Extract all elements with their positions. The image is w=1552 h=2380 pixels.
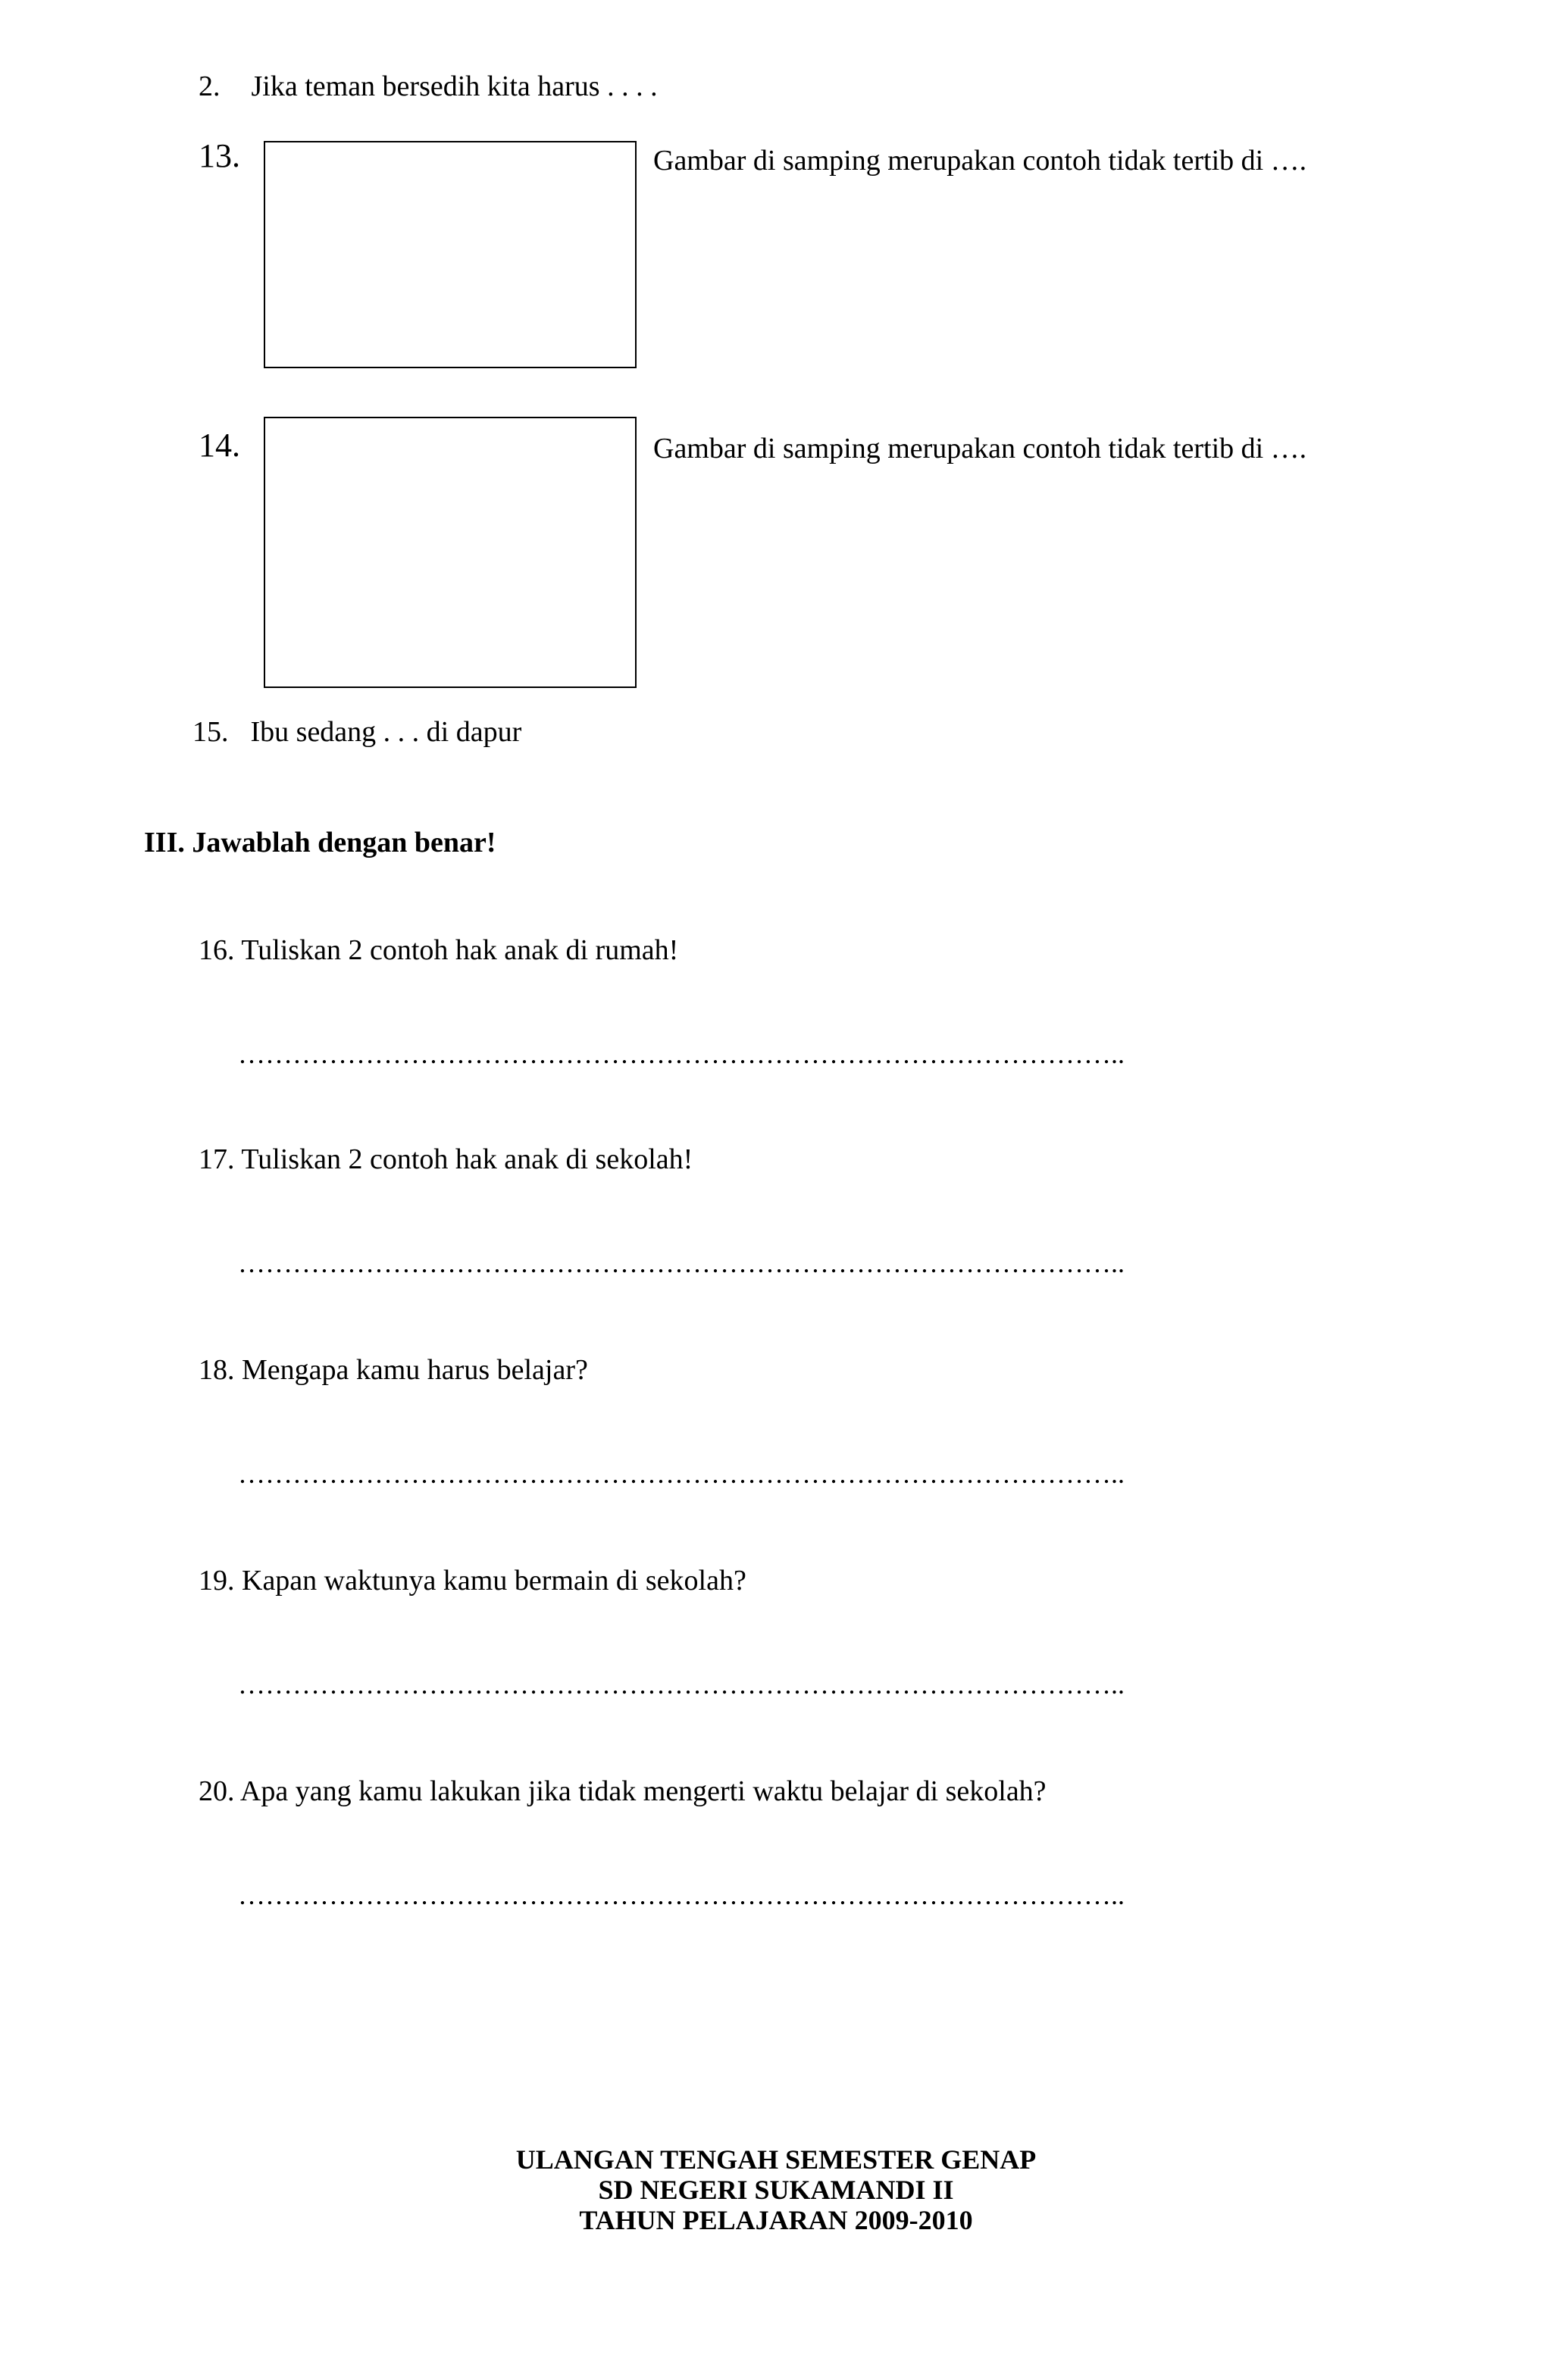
question-20: 20. Apa yang kamu lakukan jika tidak mengerti waktu belajar di sekolah?	[199, 1775, 1047, 1807]
question-14-caption: Gambar di samping merupakan contoh tidak tertib di ….	[653, 433, 1307, 464]
picture-frame-13	[264, 141, 637, 368]
question-15-number: 15.	[192, 716, 229, 748]
footer-school-year: TAHUN PELAJARAN 2009-2010	[579, 2205, 973, 2235]
question-2-text: Jika teman bersedih kita harus . . . .	[251, 70, 658, 102]
question-15-text: Ibu sedang . . . di dapur	[250, 716, 522, 748]
answer-line-16[interactable]: ……………………………………………………………………………………..	[238, 1039, 1125, 1069]
question-13-caption: Gambar di samping merupakan contoh tidak tertib di ….	[653, 145, 1307, 177]
question-14-number: 14.	[199, 427, 240, 464]
question-2-number: 2.	[199, 70, 221, 102]
question-18: 18. Mengapa kamu harus belajar?	[199, 1354, 588, 1386]
answer-line-19[interactable]: ……………………………………………………………………………………..	[238, 1669, 1125, 1700]
question-15	[192, 715, 521, 749]
answer-line-17[interactable]: ……………………………………………………………………………………..	[238, 1248, 1125, 1278]
question-2	[199, 70, 658, 103]
answer-line-20[interactable]: ……………………………………………………………………………………..	[238, 1880, 1125, 1910]
answer-line-18[interactable]: ……………………………………………………………………………………..	[238, 1459, 1125, 1489]
section-3-title: III. Jawablah dengan benar!	[144, 827, 496, 858]
picture-frame-14	[264, 417, 637, 688]
footer-exam-title: ULANGAN TENGAH SEMESTER GENAP	[515, 2144, 1037, 2175]
footer-school-name: SD NEGERI SUKAMANDI II	[598, 2175, 954, 2205]
question-16: 16. Tuliskan 2 contoh hak anak di rumah!	[199, 934, 679, 966]
question-19: 19. Kapan waktunya kamu bermain di sekolah?	[199, 1565, 746, 1597]
question-17: 17. Tuliskan 2 contoh hak anak di sekolah!	[199, 1143, 693, 1175]
question-13-number: 13.	[199, 137, 240, 174]
